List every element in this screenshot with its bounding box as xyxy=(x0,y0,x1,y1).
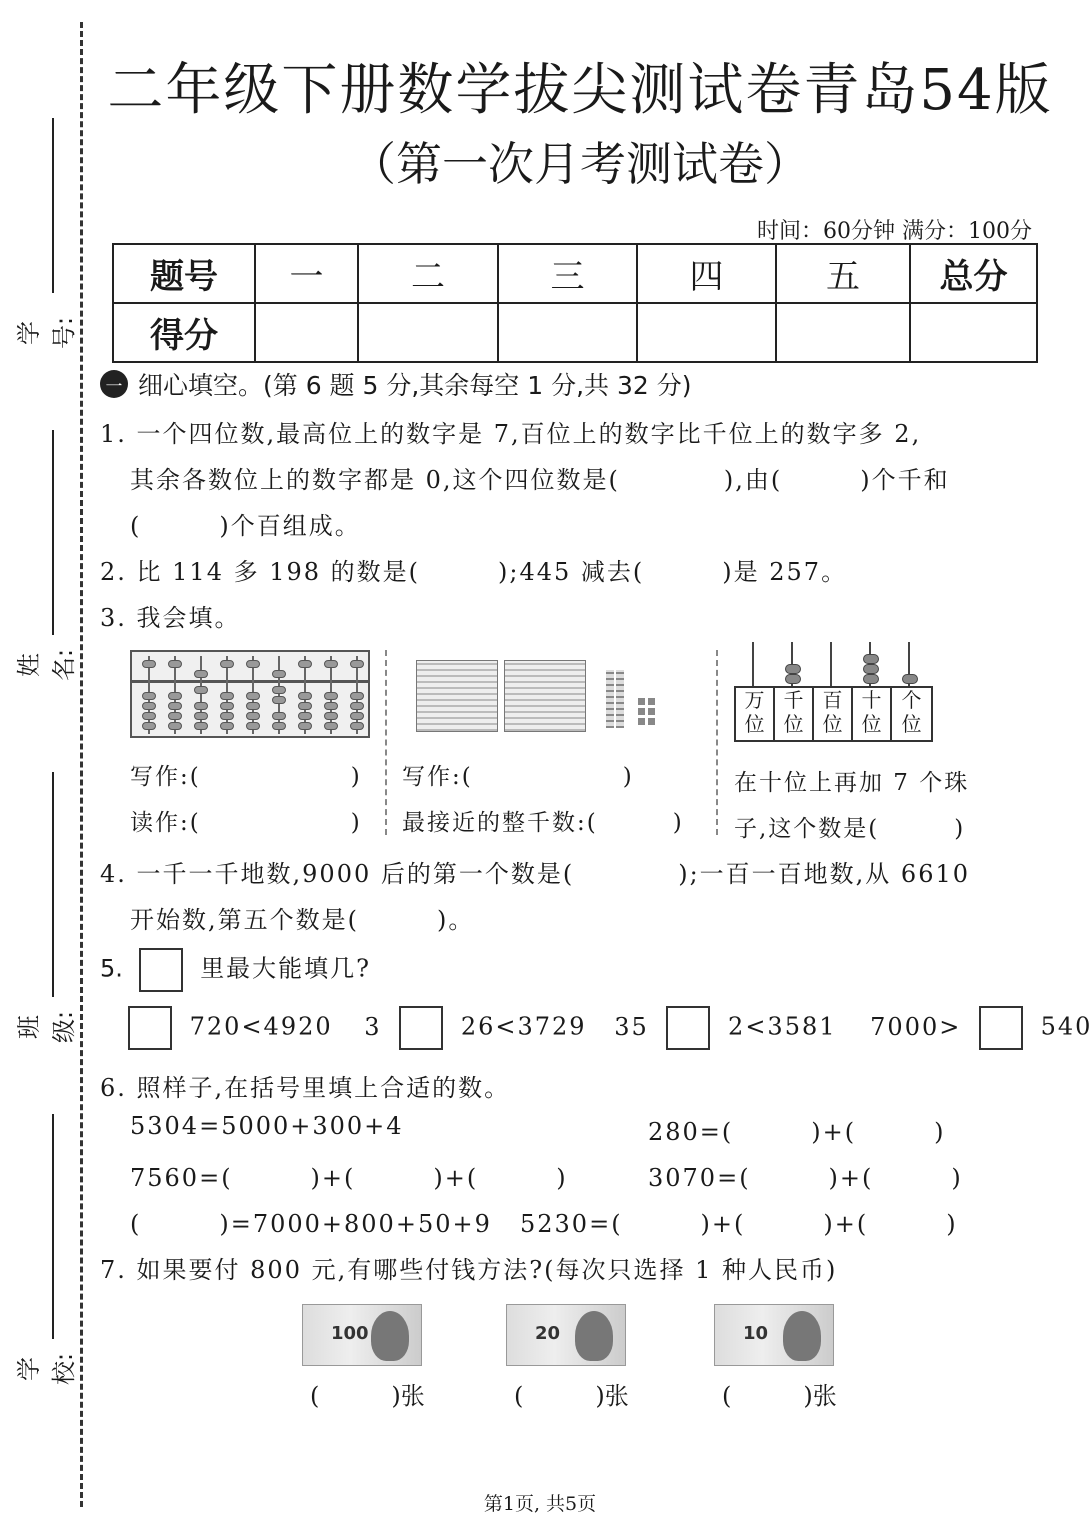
q5-item-7: 540 xyxy=(1040,1012,1092,1041)
q5-box-3[interactable] xyxy=(666,1006,710,1050)
q5-item-6: 7000> xyxy=(870,1012,962,1041)
student-name-field[interactable] xyxy=(15,430,78,700)
banknote-10-count: ( )张 xyxy=(722,1382,837,1410)
q7-heading: 7. 如果要付 800 元,有哪些付钱方法?(每次只选择 1 种人民币) xyxy=(100,1256,838,1284)
q6-row1-left: 5304=5000+300+4 xyxy=(130,1112,404,1140)
q5-item-5: 2<3581 xyxy=(728,1012,837,1041)
score-cell-label: 题号 xyxy=(113,244,255,303)
q6-row3-right: 5230=( )+( )+( ) xyxy=(520,1210,958,1238)
place-shi: 十位 xyxy=(853,688,892,740)
banknote-20 xyxy=(506,1304,626,1366)
score-input-q5[interactable] xyxy=(776,303,910,362)
q5-item-4: 35 xyxy=(614,1012,649,1041)
banknote-portrait-icon xyxy=(575,1311,613,1361)
page-title: 二年级下册数学拔尖测试卷青岛54版 xyxy=(107,58,1053,123)
school-label: 学校: xyxy=(15,1352,78,1386)
page-subtitle: （第一次月考测试卷） xyxy=(350,137,810,191)
class-line[interactable] xyxy=(52,772,54,997)
banknote-100-denom: 100 xyxy=(331,1323,369,1344)
score-table-header-row xyxy=(113,244,1037,303)
score-cell-total: 总分 xyxy=(910,244,1037,303)
q4-line-1: 4. 一千一千地数,9000 后的第一个数是( );一百一百地数,从 6610 xyxy=(100,860,971,888)
student-id-label: 学号: xyxy=(15,316,78,350)
banknote-10 xyxy=(714,1304,834,1366)
q3b-write: 写作:( ) xyxy=(402,764,634,790)
student-id-field[interactable] xyxy=(15,118,78,368)
ten-rod-2 xyxy=(616,670,624,728)
q3a-read: 读作:( ) xyxy=(130,810,362,836)
q3-divider-1 xyxy=(385,650,387,835)
q5-box-4[interactable] xyxy=(979,1006,1023,1050)
place-value-counter xyxy=(734,640,934,750)
score-cell-q3: 三 xyxy=(498,244,637,303)
page-footer: 第1页, 共5页 xyxy=(483,1493,597,1515)
q3c-line-2: 子,这个数是( ) xyxy=(734,816,966,842)
q2-line: 2. 比 114 多 198 的数是( );445 减去( )是 257。 xyxy=(100,558,848,586)
binding-margin xyxy=(0,0,100,1527)
q5-item-3: 26<3729 xyxy=(460,1012,587,1041)
place-ge: 个位 xyxy=(901,688,922,736)
q5-title: 里最大能填几? xyxy=(200,954,372,983)
ten-rod-1 xyxy=(606,670,614,728)
q5-item-2: 3 xyxy=(364,1012,382,1041)
q6-row1-right: 280=( )+( ) xyxy=(648,1118,946,1146)
q3c-line-1: 在十位上再加 7 个珠 xyxy=(734,770,970,796)
q1-line-3: ( )个百组成。 xyxy=(130,512,361,540)
banknote-100 xyxy=(302,1304,422,1366)
q6-row2-right: 3070=( )+( ) xyxy=(648,1164,963,1192)
place-value-labels xyxy=(734,686,933,742)
score-cell-q4: 四 xyxy=(637,244,776,303)
q3a-write: 写作:( ) xyxy=(130,764,362,790)
banknote-10-denom: 10 xyxy=(743,1323,769,1344)
q5-items xyxy=(120,1006,1092,1050)
q5-number: 5. xyxy=(100,954,123,983)
q5-heading xyxy=(100,948,371,992)
score-table xyxy=(112,243,1038,363)
q5-sample-box xyxy=(139,948,183,992)
abacus-image xyxy=(130,650,370,738)
section-1-badge: 一 xyxy=(100,370,128,398)
section-1-heading xyxy=(100,366,692,402)
q5-item-1: 720<4920 xyxy=(189,1012,333,1041)
score-input-q4[interactable] xyxy=(637,303,776,362)
exam-meta: 时间：60分钟 满分：100分 xyxy=(757,219,1032,244)
binding-dashed-line xyxy=(80,22,83,1507)
banknote-portrait-icon xyxy=(783,1311,821,1361)
abacus-beam xyxy=(132,680,368,683)
class-label: 班级: xyxy=(15,1010,78,1044)
q3-divider-2 xyxy=(716,650,718,835)
score-table-score-row xyxy=(113,303,1037,362)
q1-line-2: 其余各数位上的数字都是 0,这个四位数是( ),由( )个千和 xyxy=(130,466,950,494)
banknote-100-count: ( )张 xyxy=(310,1382,425,1410)
student-id-line[interactable] xyxy=(52,118,54,293)
q5-box-1[interactable] xyxy=(128,1006,172,1050)
score-input-q3[interactable] xyxy=(498,303,637,362)
student-name-line[interactable] xyxy=(52,430,54,635)
place-qian: 千位 xyxy=(775,688,814,740)
q6-row3-left: ( )=7000+800+50+9 xyxy=(130,1210,492,1238)
place-bai: 百位 xyxy=(814,688,853,740)
score-cell-q1: 一 xyxy=(255,244,358,303)
school-line[interactable] xyxy=(52,1114,54,1339)
place-wan: 万位 xyxy=(736,688,775,740)
score-input-q1[interactable] xyxy=(255,303,358,362)
score-input-total[interactable] xyxy=(910,303,1037,362)
banknote-20-denom: 20 xyxy=(535,1323,561,1344)
q1-line-1: 1. 一个四位数,最高位上的数字是 7,百位上的数字比千位上的数字多 2, xyxy=(100,420,922,448)
q3-figures xyxy=(130,640,1030,840)
section-1-title: 细心填空。(第 6 题 5 分,其余每空 1 分,共 32 分) xyxy=(138,371,692,400)
q4-line-2: 开始数,第五个数是( )。 xyxy=(130,906,475,934)
score-row-label: 得分 xyxy=(113,303,255,362)
q3b-nearest: 最接近的整千数:( ) xyxy=(402,810,684,836)
q3-line: 3. 我会填。 xyxy=(100,604,241,632)
class-field[interactable] xyxy=(15,772,78,1062)
q6-row2-left: 7560=( )+( )+( ) xyxy=(130,1164,568,1192)
score-cell-q2: 二 xyxy=(358,244,498,303)
q6-heading: 6. 照样子,在括号里填上合适的数。 xyxy=(100,1074,511,1102)
student-name-label: 姓名: xyxy=(15,648,78,682)
banknote-portrait-icon xyxy=(371,1311,409,1361)
school-field[interactable] xyxy=(15,1114,78,1404)
score-input-q2[interactable] xyxy=(358,303,498,362)
q5-box-2[interactable] xyxy=(399,1006,443,1050)
thousand-cube-2 xyxy=(504,660,586,732)
thousand-cube-1 xyxy=(416,660,498,732)
score-cell-q5: 五 xyxy=(776,244,910,303)
banknote-20-count: ( )张 xyxy=(514,1382,629,1410)
